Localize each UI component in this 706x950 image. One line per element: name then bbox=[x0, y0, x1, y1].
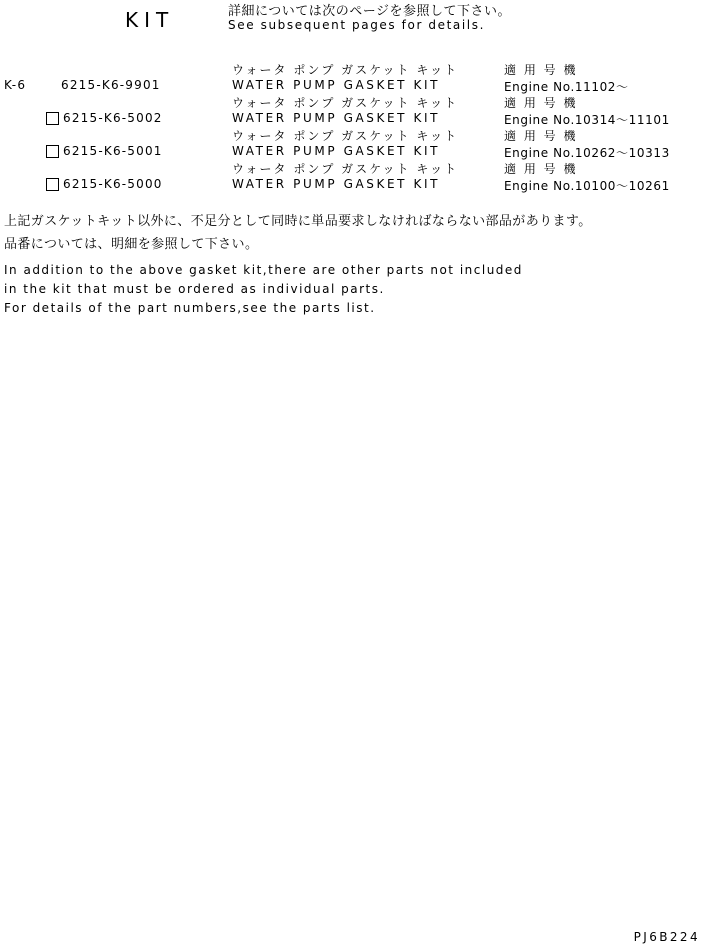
kit-description-english: WATER PUMP GASKET KIT bbox=[232, 111, 441, 125]
kit-applicable-engine-no: Engine No.11102〜 bbox=[504, 80, 629, 94]
header-note-english: See subsequent pages for details. bbox=[228, 18, 485, 32]
checkbox-icon[interactable] bbox=[46, 145, 59, 158]
kit-part-number-cell bbox=[46, 177, 163, 191]
checkbox-icon[interactable] bbox=[46, 80, 57, 91]
kit-description-japanese: ウォータ ポンプ ガスケット キット bbox=[232, 63, 459, 77]
note-japanese-line-2: 品番については、明細を参照して下さい。 bbox=[4, 237, 259, 252]
note-japanese-line-1: 上記ガスケットキット以外に、不足分として同時に単品要求しなければならない部品があります。 bbox=[4, 214, 592, 229]
kit-part-number-cell bbox=[46, 144, 163, 158]
footer-page-code: PJ6B224 bbox=[633, 930, 700, 944]
kit-code: K-6 bbox=[4, 78, 27, 92]
kit-applicable-label-japanese: 適 用 号 機 bbox=[504, 162, 578, 176]
kit-table bbox=[0, 58, 706, 193]
note-english-line-2: in the kit that must be ordered as individual parts. bbox=[4, 282, 385, 296]
kit-part-number-cell bbox=[46, 78, 161, 92]
kit-description-english: WATER PUMP GASKET KIT bbox=[232, 177, 441, 191]
kit-applicable-engine-no: Engine No.10314〜11101 bbox=[504, 113, 670, 127]
kit-description-japanese: ウォータ ポンプ ガスケット キット bbox=[232, 96, 459, 110]
table-row bbox=[0, 157, 706, 193]
kit-part-number: 6215-K6-5002 bbox=[63, 111, 163, 125]
kit-part-number: 6215-K6-9901 bbox=[61, 78, 161, 92]
note-english-line-3: For details of the part numbers,see the parts list. bbox=[4, 301, 376, 315]
page-title: KIT bbox=[125, 8, 175, 32]
note-english-line-1: In addition to the above gasket kit,there are other parts not included bbox=[4, 263, 523, 277]
kit-description-english: WATER PUMP GASKET KIT bbox=[232, 144, 441, 158]
table-row bbox=[0, 124, 706, 160]
table-row bbox=[0, 91, 706, 127]
kit-part-number: 6215-K6-5000 bbox=[63, 177, 163, 191]
kit-part-number: 6215-K6-5001 bbox=[63, 144, 163, 158]
checkbox-icon[interactable] bbox=[46, 112, 59, 125]
table-row bbox=[0, 58, 706, 94]
kit-part-number-cell bbox=[46, 111, 163, 125]
kit-applicable-label-japanese: 適 用 号 機 bbox=[504, 63, 578, 77]
kit-applicable-engine-no: Engine No.10100〜10261 bbox=[504, 179, 670, 193]
kit-applicable-label-japanese: 適 用 号 機 bbox=[504, 129, 578, 143]
checkbox-icon[interactable] bbox=[46, 178, 59, 191]
kit-description-english: WATER PUMP GASKET KIT bbox=[232, 78, 441, 92]
kit-description-japanese: ウォータ ポンプ ガスケット キット bbox=[232, 129, 459, 143]
kit-applicable-engine-no: Engine No.10262〜10313 bbox=[504, 146, 670, 160]
kit-description-japanese: ウォータ ポンプ ガスケット キット bbox=[232, 162, 459, 176]
kit-applicable-label-japanese: 適 用 号 機 bbox=[504, 96, 578, 110]
header-note-japanese: 詳細については次のページを参照して下さい。 bbox=[228, 4, 511, 19]
